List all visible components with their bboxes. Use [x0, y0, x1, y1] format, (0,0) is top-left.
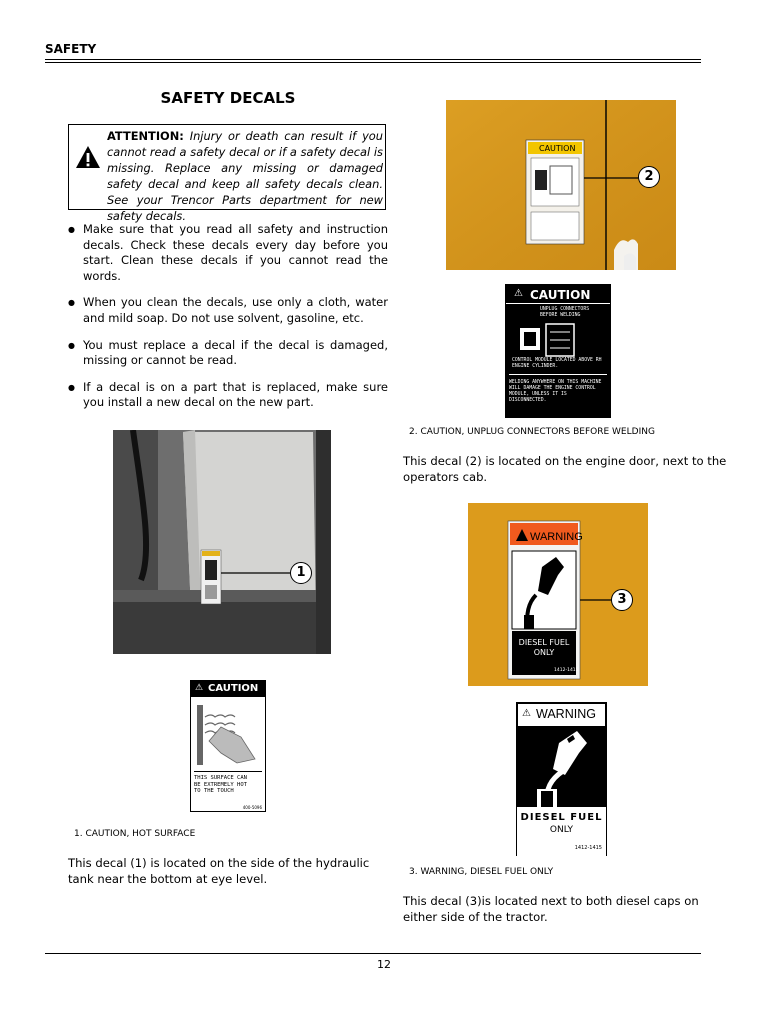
caption-3: 3. WARNING, DIESEL FUEL ONLY: [409, 867, 554, 877]
description-2: This decal (2) is located on the engine door, next to the operators cab.: [403, 454, 727, 484]
decal-text-welding: WELDING ANYWHERE ON THIS MACHINE WILL DAMAGE THE ENGINE CONTROL MODULE, UNLESS IT IS DISCONNECTED.: [509, 380, 602, 403]
caution-triangle-icon: ⚠: [195, 683, 204, 693]
decal-text-hot-surface: THIS SURFACE CAN BE EXTREMELY HOT TO THE TOUCH: [194, 775, 247, 794]
bullet-item: ● When you clean the decals, use only a cloth, water and mild soap. Do not use solvent, gasoline, etc.: [68, 295, 388, 326]
decal-header-warning: WARNING: [536, 707, 596, 721]
footer-rule: [45, 953, 701, 954]
attention-body: Injury or death can result if you cannot read a safety decal or if a safety decal is missing. Replace any missing or damaged safety decal and keep all safety decals clean. See your Trencor Parts department for new safety decals.: [107, 129, 383, 223]
attention-text: [107, 128, 383, 224]
attention-label: ATTENTION:: [107, 129, 184, 143]
decal-text-only: ONLY: [549, 825, 574, 835]
diesel-fuel-decal: [516, 702, 607, 856]
svg-text:CAUTION: CAUTION: [539, 144, 576, 153]
hot-surface-decal: [190, 680, 266, 812]
bullet-item: ● You must replace a decal if the decal is damaged, missing or cannot be read.: [68, 338, 388, 369]
section-header: SAFETY: [45, 42, 97, 56]
diesel-cap-photo: [468, 503, 648, 686]
engine-door-photo: [446, 100, 676, 270]
attention-box: [68, 124, 386, 223]
decal-text-diesel-fuel: DIESEL FUEL: [520, 812, 603, 823]
header-rule: [45, 59, 701, 60]
decal-text-module: CONTROL MODULE LOCATED ABOVE RH ENGINE CYLINDER.: [512, 358, 602, 369]
decal-text-unplug: UNPLUG CONNECTORS BEFORE WELDING: [540, 307, 590, 318]
bullet-item: ● If a decal is on a part that is replaced, make sure you install a new decal on the new part.: [68, 380, 388, 411]
warning-triangle-icon: [75, 145, 101, 173]
svg-text:ONLY: ONLY: [533, 648, 555, 657]
decal-header-caution: CAUTION: [530, 288, 591, 302]
unplug-connectors-decal: [505, 284, 611, 418]
hot-surface-icon: [191, 697, 265, 771]
svg-text:DIESEL FUEL: DIESEL FUEL: [518, 638, 570, 647]
page-title: SAFETY DECALS: [160, 89, 296, 107]
safety-bullet-list: [68, 222, 388, 422]
svg-text:WARNING: WARNING: [530, 531, 583, 543]
caption-2: 2. CAUTION, UNPLUG CONNECTORS BEFORE WELDING: [409, 427, 655, 437]
decal-part-number: 400-5096: [242, 804, 262, 810]
svg-text:1412-1415: 1412-1415: [554, 668, 579, 673]
warning-triangle-icon: ⚠: [522, 708, 531, 719]
header-rule-double: [45, 62, 701, 63]
fuel-nozzle-icon: [517, 727, 606, 807]
hydraulic-tank-photo: [113, 430, 331, 654]
decal-part-number: 1412-1415: [574, 845, 602, 851]
callout-1: 1: [290, 562, 312, 584]
page-number: 12: [377, 958, 391, 971]
decal-header-caution: CAUTION: [208, 683, 259, 694]
callout-2: 2: [638, 166, 660, 188]
description-1: This decal (1) is located on the side of the hydraulic tank near the bottom at eye level.: [68, 856, 370, 886]
bullet-item: ● Make sure that you read all safety and instruction decals. Check these decals every day before you start. Clean these decals if you cannot read the words.: [68, 222, 388, 284]
caption-1: 1. CAUTION, HOT SURFACE: [74, 829, 196, 839]
callout-3: 3: [611, 589, 633, 611]
caution-triangle-icon: ⚠: [514, 288, 523, 299]
description-3: This decal (3)is located next to both diesel caps on either side of the tractor.: [403, 894, 699, 924]
